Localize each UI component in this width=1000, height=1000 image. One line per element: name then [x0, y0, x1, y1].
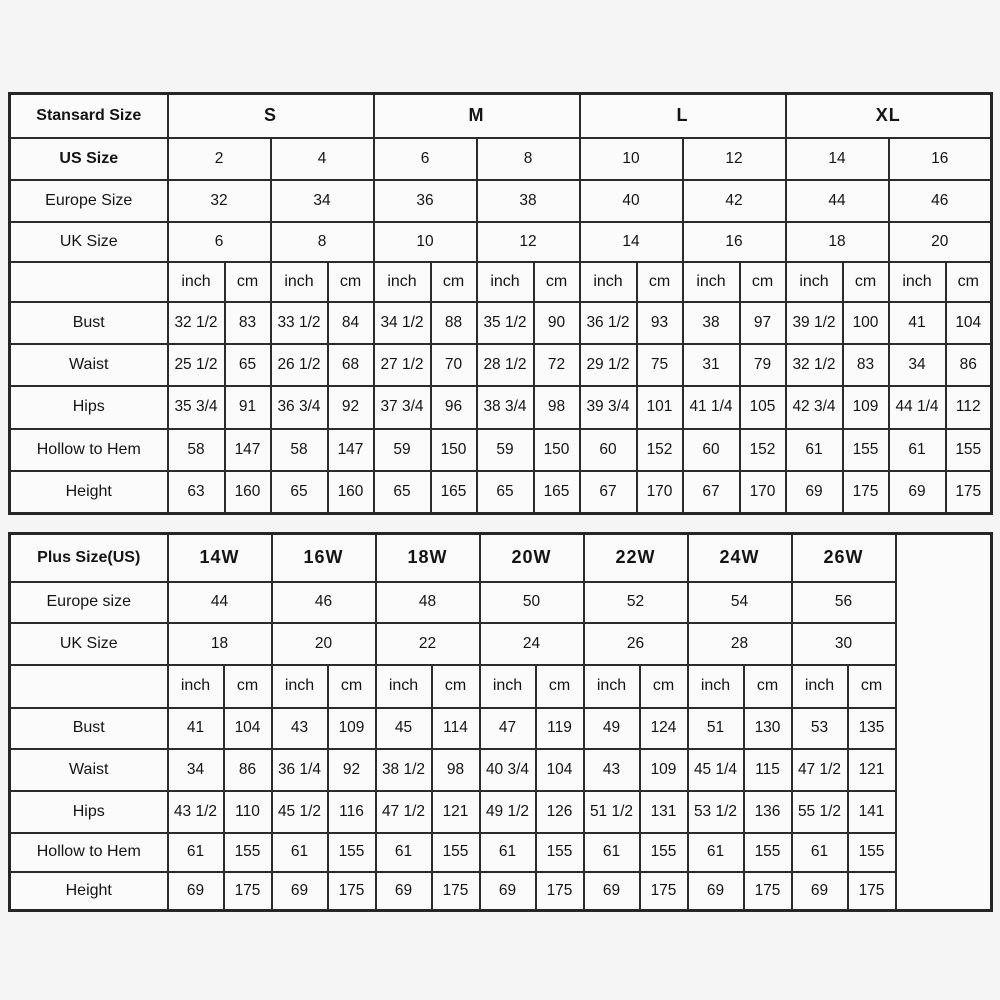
value-cell: 47 1/2 [792, 749, 848, 791]
value-cell: 36 1/4 [272, 749, 328, 791]
unit-cm-cell: cm [637, 262, 683, 302]
unit-inch-cell: inch [683, 262, 740, 302]
size-cell: 20 [889, 222, 992, 262]
unit-inch-cell: inch [477, 262, 534, 302]
size-cell: 46 [889, 180, 992, 222]
value-cell: 34 [889, 344, 946, 386]
size-cell: 16 [889, 138, 992, 180]
value-cell: 109 [843, 386, 889, 429]
value-cell: 36 3/4 [271, 386, 328, 429]
value-cell: 160 [225, 471, 271, 514]
value-cell: 92 [328, 749, 376, 791]
value-cell: 160 [328, 471, 374, 514]
size-cell: 8 [477, 138, 580, 180]
unit-inch-cell: inch [480, 665, 536, 708]
value-cell: 55 1/2 [792, 791, 848, 833]
unit-cm-cell: cm [536, 665, 584, 708]
value-cell: 61 [272, 833, 328, 872]
unit-cm-cell: cm [534, 262, 580, 302]
empty-corner-cell [10, 262, 168, 302]
row-label: Waist [10, 344, 168, 386]
value-cell: 60 [580, 429, 637, 471]
unit-cm-cell: cm [224, 665, 272, 708]
row-label: Bust [10, 302, 168, 344]
value-cell: 61 [688, 833, 744, 872]
value-cell: 45 1/4 [688, 749, 744, 791]
unit-inch-cell: inch [786, 262, 843, 302]
value-cell: 51 1/2 [584, 791, 640, 833]
value-cell: 41 [889, 302, 946, 344]
empty-column [896, 534, 992, 911]
value-cell: 69 [480, 872, 536, 911]
value-cell: 175 [744, 872, 792, 911]
group-header-26w: 26W [792, 534, 896, 582]
value-cell: 67 [683, 471, 740, 514]
value-cell: 34 [168, 749, 224, 791]
size-cell: 2 [168, 138, 271, 180]
value-cell: 175 [224, 872, 272, 911]
row-label: Height [10, 872, 168, 911]
group-header-l: L [580, 94, 786, 138]
size-cell: 44 [168, 582, 272, 623]
value-cell: 61 [786, 429, 843, 471]
value-cell: 121 [432, 791, 480, 833]
value-cell: 165 [431, 471, 477, 514]
unit-inch-cell: inch [271, 262, 328, 302]
unit-cm-cell: cm [848, 665, 896, 708]
row-label: Hips [10, 791, 168, 833]
value-cell: 88 [431, 302, 477, 344]
value-cell: 92 [328, 386, 374, 429]
value-cell: 61 [889, 429, 946, 471]
value-cell: 29 1/2 [580, 344, 637, 386]
size-cell: 42 [683, 180, 786, 222]
size-cell: 38 [477, 180, 580, 222]
size-cell: 18 [786, 222, 889, 262]
size-cell: 54 [688, 582, 792, 623]
value-cell: 135 [848, 708, 896, 749]
value-cell: 61 [480, 833, 536, 872]
size-cell: 8 [271, 222, 374, 262]
row-label: Europe Size [10, 180, 168, 222]
unit-inch-cell: inch [580, 262, 637, 302]
value-cell: 40 3/4 [480, 749, 536, 791]
value-cell: 100 [843, 302, 889, 344]
value-cell: 165 [534, 471, 580, 514]
value-cell: 63 [168, 471, 225, 514]
value-cell: 175 [328, 872, 376, 911]
value-cell: 58 [271, 429, 328, 471]
value-cell: 35 1/2 [477, 302, 534, 344]
value-cell: 109 [328, 708, 376, 749]
size-cell: 22 [376, 623, 480, 665]
standard-size-table [8, 92, 993, 515]
value-cell: 61 [376, 833, 432, 872]
value-cell: 101 [637, 386, 683, 429]
value-cell: 37 3/4 [374, 386, 431, 429]
value-cell: 155 [536, 833, 584, 872]
size-cell: 16 [683, 222, 786, 262]
value-cell: 98 [432, 749, 480, 791]
value-cell: 31 [683, 344, 740, 386]
value-cell: 97 [740, 302, 786, 344]
value-cell: 53 [792, 708, 848, 749]
unit-cm-cell: cm [431, 262, 477, 302]
value-cell: 65 [271, 471, 328, 514]
value-cell: 175 [536, 872, 584, 911]
value-cell: 59 [374, 429, 431, 471]
unit-cm-cell: cm [225, 262, 271, 302]
value-cell: 43 [272, 708, 328, 749]
size-cell: 28 [688, 623, 792, 665]
unit-inch-cell: inch [168, 665, 224, 708]
size-cell: 24 [480, 623, 584, 665]
value-cell: 155 [640, 833, 688, 872]
value-cell: 115 [744, 749, 792, 791]
value-cell: 105 [740, 386, 786, 429]
value-cell: 43 [584, 749, 640, 791]
value-cell: 110 [224, 791, 272, 833]
value-cell: 150 [534, 429, 580, 471]
unit-cm-cell: cm [740, 262, 786, 302]
value-cell: 61 [168, 833, 224, 872]
unit-cm-cell: cm [744, 665, 792, 708]
value-cell: 43 1/2 [168, 791, 224, 833]
size-cell: 48 [376, 582, 480, 623]
value-cell: 147 [328, 429, 374, 471]
size-cell: 6 [374, 138, 477, 180]
value-cell: 131 [640, 791, 688, 833]
group-header-18w: 18W [376, 534, 480, 582]
group-header-24w: 24W [688, 534, 792, 582]
value-cell: 69 [376, 872, 432, 911]
value-cell: 51 [688, 708, 744, 749]
value-cell: 150 [431, 429, 477, 471]
value-cell: 155 [224, 833, 272, 872]
value-cell: 104 [224, 708, 272, 749]
group-header-20w: 20W [480, 534, 584, 582]
value-cell: 98 [534, 386, 580, 429]
size-cell: 52 [584, 582, 688, 623]
value-cell: 70 [431, 344, 477, 386]
value-cell: 38 3/4 [477, 386, 534, 429]
value-cell: 35 3/4 [168, 386, 225, 429]
plus-size-table [8, 532, 993, 912]
value-cell: 69 [792, 872, 848, 911]
row-label: Height [10, 471, 168, 514]
unit-inch-cell: inch [272, 665, 328, 708]
value-cell: 126 [536, 791, 584, 833]
unit-inch-cell: inch [374, 262, 431, 302]
value-cell: 69 [889, 471, 946, 514]
value-cell: 155 [744, 833, 792, 872]
value-cell: 42 3/4 [786, 386, 843, 429]
size-cell: 34 [271, 180, 374, 222]
unit-inch-cell: inch [688, 665, 744, 708]
value-cell: 96 [431, 386, 477, 429]
value-cell: 72 [534, 344, 580, 386]
unit-cm-cell: cm [946, 262, 992, 302]
value-cell: 65 [477, 471, 534, 514]
size-cell: 50 [480, 582, 584, 623]
value-cell: 86 [224, 749, 272, 791]
value-cell: 26 1/2 [271, 344, 328, 386]
value-cell: 41 [168, 708, 224, 749]
value-cell: 152 [740, 429, 786, 471]
value-cell: 175 [843, 471, 889, 514]
value-cell: 79 [740, 344, 786, 386]
value-cell: 91 [225, 386, 271, 429]
unit-inch-cell: inch [889, 262, 946, 302]
size-cell: 12 [683, 138, 786, 180]
value-cell: 53 1/2 [688, 791, 744, 833]
value-cell: 69 [584, 872, 640, 911]
value-cell: 170 [637, 471, 683, 514]
size-cell: 6 [168, 222, 271, 262]
unit-cm-cell: cm [640, 665, 688, 708]
size-cell: 46 [272, 582, 376, 623]
size-cell: 10 [580, 138, 683, 180]
row-label: Bust [10, 708, 168, 749]
size-cell: 26 [584, 623, 688, 665]
value-cell: 155 [848, 833, 896, 872]
value-cell: 141 [848, 791, 896, 833]
value-cell: 69 [272, 872, 328, 911]
value-cell: 86 [946, 344, 992, 386]
value-cell: 41 1/4 [683, 386, 740, 429]
unit-inch-cell: inch [376, 665, 432, 708]
value-cell: 65 [374, 471, 431, 514]
value-cell: 175 [848, 872, 896, 911]
size-cell: 30 [792, 623, 896, 665]
value-cell: 155 [946, 429, 992, 471]
size-cell: 10 [374, 222, 477, 262]
size-cell: 36 [374, 180, 477, 222]
value-cell: 67 [580, 471, 637, 514]
size-cell: 14 [786, 138, 889, 180]
size-cell: 4 [271, 138, 374, 180]
value-cell: 69 [168, 872, 224, 911]
value-cell: 38 [683, 302, 740, 344]
value-cell: 147 [225, 429, 271, 471]
row-label: Europe size [10, 582, 168, 623]
value-cell: 44 1/4 [889, 386, 946, 429]
value-cell: 58 [168, 429, 225, 471]
size-cell: 32 [168, 180, 271, 222]
value-cell: 47 [480, 708, 536, 749]
unit-cm-cell: cm [328, 262, 374, 302]
row-label: US Size [10, 138, 168, 180]
value-cell: 104 [946, 302, 992, 344]
value-cell: 84 [328, 302, 374, 344]
value-cell: 152 [637, 429, 683, 471]
unit-cm-cell: cm [328, 665, 376, 708]
value-cell: 34 1/2 [374, 302, 431, 344]
value-cell: 83 [843, 344, 889, 386]
size-cell: 44 [786, 180, 889, 222]
value-cell: 45 [376, 708, 432, 749]
value-cell: 65 [225, 344, 271, 386]
unit-inch-cell: inch [792, 665, 848, 708]
value-cell: 69 [688, 872, 744, 911]
row-label: UK Size [10, 222, 168, 262]
group-header-s: S [168, 94, 374, 138]
unit-inch-cell: inch [168, 262, 225, 302]
value-cell: 33 1/2 [271, 302, 328, 344]
value-cell: 47 1/2 [376, 791, 432, 833]
value-cell: 175 [640, 872, 688, 911]
value-cell: 60 [683, 429, 740, 471]
group-header-xl: XL [786, 94, 992, 138]
group-header-14w: 14W [168, 534, 272, 582]
value-cell: 90 [534, 302, 580, 344]
value-cell: 175 [432, 872, 480, 911]
size-cell: 18 [168, 623, 272, 665]
value-cell: 83 [225, 302, 271, 344]
value-cell: 38 1/2 [376, 749, 432, 791]
value-cell: 68 [328, 344, 374, 386]
value-cell: 61 [792, 833, 848, 872]
value-cell: 93 [637, 302, 683, 344]
group-header-16w: 16W [272, 534, 376, 582]
row-label: Hollow to Hem [10, 833, 168, 872]
value-cell: 119 [536, 708, 584, 749]
value-cell: 114 [432, 708, 480, 749]
value-cell: 59 [477, 429, 534, 471]
value-cell: 136 [744, 791, 792, 833]
value-cell: 25 1/2 [168, 344, 225, 386]
unit-cm-cell: cm [843, 262, 889, 302]
value-cell: 49 1/2 [480, 791, 536, 833]
value-cell: 130 [744, 708, 792, 749]
value-cell: 104 [536, 749, 584, 791]
size-cell: 40 [580, 180, 683, 222]
value-cell: 155 [843, 429, 889, 471]
size-cell: 12 [477, 222, 580, 262]
value-cell: 32 1/2 [786, 344, 843, 386]
value-cell: 75 [637, 344, 683, 386]
value-cell: 155 [432, 833, 480, 872]
value-cell: 109 [640, 749, 688, 791]
size-cell: 20 [272, 623, 376, 665]
table-title: Plus Size(US) [10, 534, 168, 582]
empty-corner-cell [10, 665, 168, 708]
value-cell: 112 [946, 386, 992, 429]
value-cell: 49 [584, 708, 640, 749]
unit-cm-cell: cm [432, 665, 480, 708]
row-label: UK Size [10, 623, 168, 665]
unit-inch-cell: inch [584, 665, 640, 708]
value-cell: 28 1/2 [477, 344, 534, 386]
value-cell: 116 [328, 791, 376, 833]
value-cell: 61 [584, 833, 640, 872]
value-cell: 175 [946, 471, 992, 514]
value-cell: 170 [740, 471, 786, 514]
value-cell: 69 [786, 471, 843, 514]
value-cell: 36 1/2 [580, 302, 637, 344]
value-cell: 124 [640, 708, 688, 749]
row-label: Hips [10, 386, 168, 429]
value-cell: 39 1/2 [786, 302, 843, 344]
row-label: Hollow to Hem [10, 429, 168, 471]
value-cell: 32 1/2 [168, 302, 225, 344]
size-cell: 56 [792, 582, 896, 623]
value-cell: 39 3/4 [580, 386, 637, 429]
row-label: Waist [10, 749, 168, 791]
value-cell: 27 1/2 [374, 344, 431, 386]
size-cell: 14 [580, 222, 683, 262]
value-cell: 45 1/2 [272, 791, 328, 833]
table-title: Stansard Size [10, 94, 168, 138]
group-header-m: M [374, 94, 580, 138]
group-header-22w: 22W [584, 534, 688, 582]
value-cell: 121 [848, 749, 896, 791]
value-cell: 155 [328, 833, 376, 872]
